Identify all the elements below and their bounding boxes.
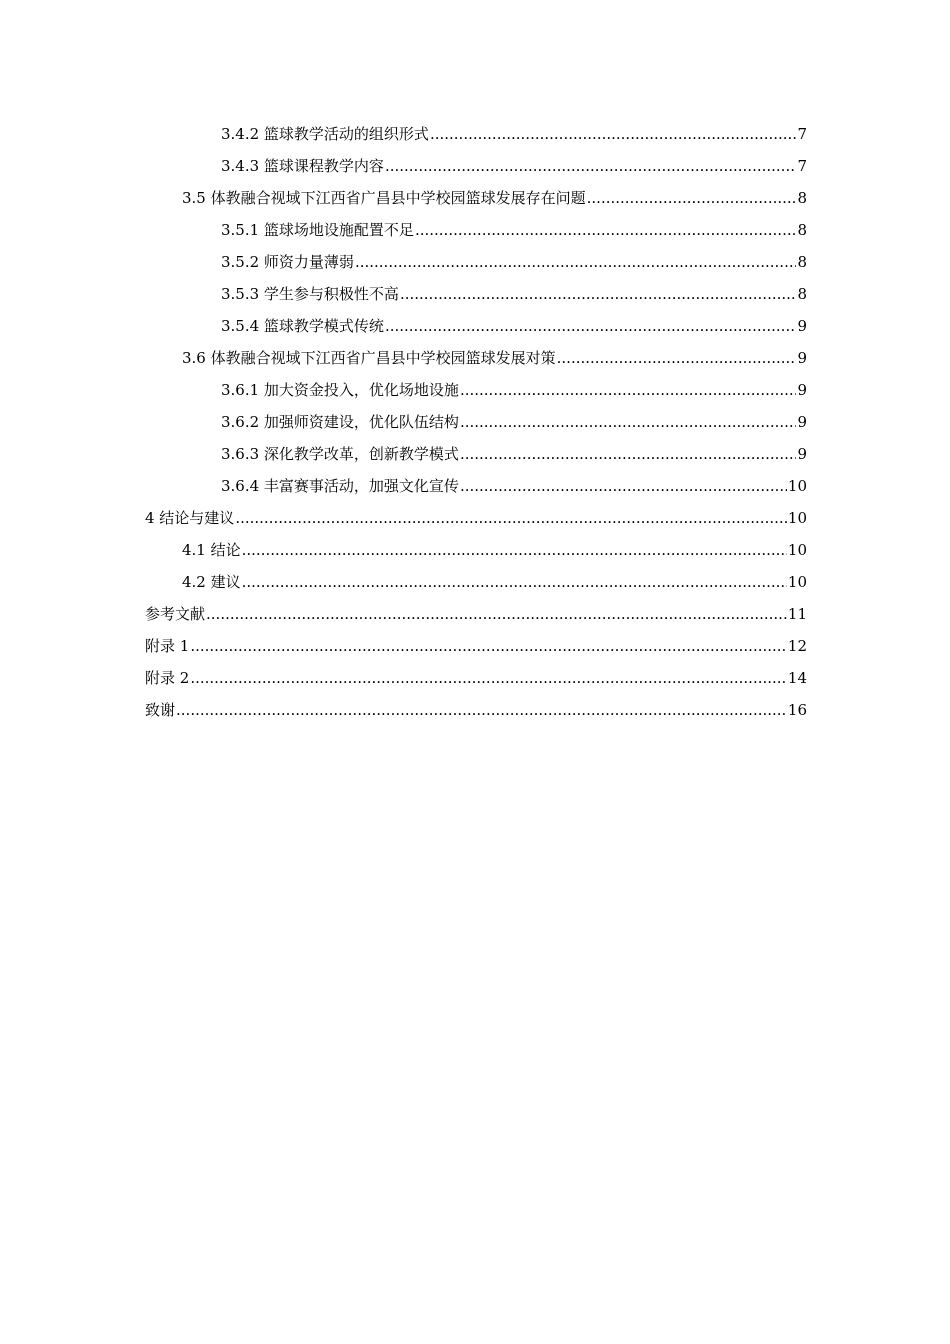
toc-entry-label: 4 结论与建议 <box>145 509 235 527</box>
toc-entry-page: 8 <box>797 189 807 207</box>
toc-entry[interactable] <box>145 310 807 342</box>
toc-entry[interactable] <box>145 214 807 246</box>
toc-dot-leader <box>587 182 797 214</box>
toc-entry[interactable] <box>145 118 807 150</box>
toc-entry-label: 3.6.4 丰富赛事活动，加强文化宣传 <box>221 477 459 495</box>
toc-entry-label: 3.5 体教融合视域下江西省广昌县中学校园篮球发展存在问题 <box>182 189 586 207</box>
toc-dot-leader <box>190 662 787 694</box>
toc-dot-leader <box>400 278 797 310</box>
toc-entry[interactable] <box>145 662 807 694</box>
toc-entry-page: 11 <box>787 605 807 623</box>
toc-entry[interactable] <box>145 150 807 182</box>
toc-entry[interactable] <box>145 534 807 566</box>
toc-entry-label: 3.5.3 学生参与积极性不高 <box>221 285 399 303</box>
toc-entry[interactable] <box>145 342 807 374</box>
toc-entry[interactable] <box>145 438 807 470</box>
toc-entry-page: 10 <box>787 509 807 527</box>
toc-dot-leader <box>460 438 797 470</box>
toc-dot-leader <box>206 598 787 630</box>
toc-entry[interactable] <box>145 694 807 726</box>
toc-entry-page: 9 <box>797 413 807 431</box>
toc-entry-page: 10 <box>787 573 807 591</box>
toc-entry[interactable] <box>145 406 807 438</box>
toc-dot-leader <box>235 502 787 534</box>
toc-entry-page: 9 <box>797 445 807 463</box>
toc-entry-page: 8 <box>797 221 807 239</box>
toc-entry[interactable] <box>145 182 807 214</box>
toc-entry-page: 9 <box>797 317 807 335</box>
toc-entry-page: 8 <box>797 253 807 271</box>
toc-entry-label: 附录 1 <box>145 637 190 655</box>
toc-dot-leader <box>460 470 787 502</box>
toc-entry-label: 3.4.2 篮球教学活动的组织形式 <box>221 125 429 143</box>
toc-dot-leader <box>557 342 797 374</box>
toc-dot-leader <box>242 566 787 598</box>
toc-dot-leader <box>242 534 787 566</box>
toc-entry-page: 16 <box>787 701 807 719</box>
toc-entry-label: 4.1 结论 <box>182 541 241 559</box>
toc-dot-leader <box>460 374 797 406</box>
toc-entry[interactable] <box>145 598 807 630</box>
toc-entry-label: 3.4.3 篮球课程教学内容 <box>221 157 384 175</box>
toc-entry[interactable] <box>145 374 807 406</box>
toc-entry-label: 附录 2 <box>145 669 190 687</box>
toc-entry-label: 3.6 体教融合视域下江西省广昌县中学校园篮球发展对策 <box>182 349 556 367</box>
toc-entry[interactable] <box>145 278 807 310</box>
toc-entry-label: 3.5.2 师资力量薄弱 <box>221 253 354 271</box>
toc-entry[interactable] <box>145 470 807 502</box>
toc-entry-page: 12 <box>787 637 807 655</box>
toc-entry[interactable] <box>145 630 807 662</box>
toc-dot-leader <box>355 246 797 278</box>
toc-entry-label: 3.6.1 加大资金投入，优化场地设施 <box>221 381 459 399</box>
toc-entry-page: 8 <box>797 285 807 303</box>
toc-entry[interactable] <box>145 246 807 278</box>
toc-entry-page: 10 <box>787 541 807 559</box>
toc-dot-leader <box>190 630 787 662</box>
toc-entry-page: 7 <box>797 157 807 175</box>
toc-dot-leader <box>176 694 787 726</box>
toc-entry-page: 9 <box>797 381 807 399</box>
toc-entry-page: 10 <box>787 477 807 495</box>
toc-dot-leader <box>385 310 797 342</box>
toc-entry-label: 3.6.3 深化教学改革，创新教学模式 <box>221 445 459 463</box>
toc-entry-page: 14 <box>787 669 807 687</box>
toc-entry[interactable] <box>145 502 807 534</box>
toc-entry-label: 参考文献 <box>145 605 206 623</box>
toc-dot-leader <box>385 150 797 182</box>
toc-entry-label: 4.2 建议 <box>182 573 241 591</box>
toc-entry-page: 7 <box>797 125 807 143</box>
toc-entry-page: 9 <box>797 349 807 367</box>
toc-dot-leader <box>430 118 797 150</box>
toc-entry-label: 3.5.1 篮球场地设施配置不足 <box>221 221 414 239</box>
toc-entry[interactable] <box>145 566 807 598</box>
toc-entry-label: 致谢 <box>145 701 176 719</box>
toc-entry-label: 3.6.2 加强师资建设，优化队伍结构 <box>221 413 459 431</box>
toc-entry-label: 3.5.4 篮球教学模式传统 <box>221 317 384 335</box>
toc-dot-leader <box>415 214 797 246</box>
table-of-contents <box>145 118 807 726</box>
toc-dot-leader <box>460 406 797 438</box>
